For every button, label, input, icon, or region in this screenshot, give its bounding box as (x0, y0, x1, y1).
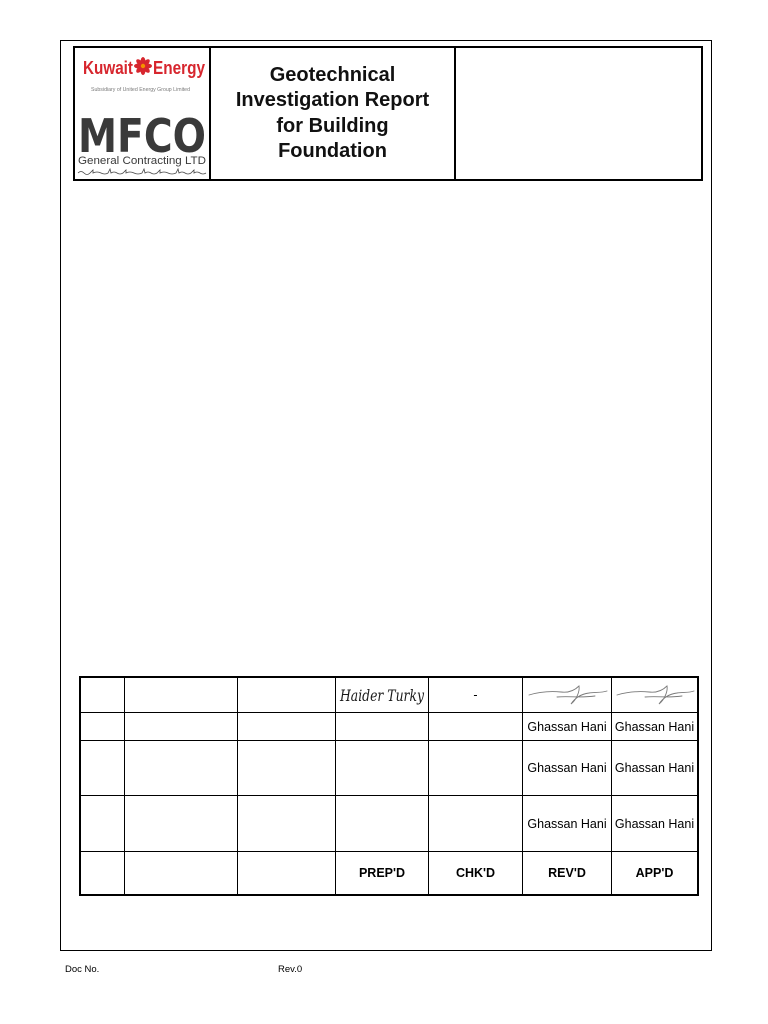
approver-name: Ghassan Hani (612, 741, 697, 796)
approval-table-cell (81, 741, 125, 796)
approval-table-cell (81, 852, 125, 894)
revision-label: Rev.0 (278, 964, 303, 975)
flower-icon (134, 57, 152, 75)
checked-signature-cell: - (429, 678, 523, 713)
reviewed-signature-cell (523, 678, 612, 713)
mfco-logo-name: MFCO (78, 109, 206, 163)
document-title-line: Geotechnical (269, 63, 396, 86)
approved-signature-cell (612, 678, 697, 713)
signature-icon (612, 678, 697, 712)
approver-name: Ghassan Hani (612, 713, 697, 741)
approval-table-cell (238, 678, 336, 713)
approval-table-cell (238, 713, 336, 741)
approval-table-cell (125, 796, 238, 852)
prepared-label: PREP'D (336, 852, 429, 894)
reviewer-name: Ghassan Hani (523, 713, 612, 741)
prepared-signature-cell (336, 678, 429, 713)
handwritten-signature (336, 678, 428, 712)
approval-table-cell (81, 678, 125, 713)
approval-table-cell (336, 713, 429, 741)
reviewer-name: Ghassan Hani (523, 796, 612, 852)
document-title-line: for Building (276, 114, 389, 137)
approval-table-cell (336, 796, 429, 852)
reviewer-name: Ghassan Hani (523, 741, 612, 796)
arabic-tagline-graphic (78, 169, 206, 175)
approval-table-cell (238, 741, 336, 796)
header-right-cell (456, 48, 701, 179)
signature-icon (523, 678, 611, 712)
approval-table-cell (81, 713, 125, 741)
approval-table-cell (429, 713, 523, 741)
reviewed-label: REV'D (523, 852, 612, 894)
handwritten-signature-name: Haider Turky (339, 686, 425, 705)
approval-table-cell (81, 796, 125, 852)
kuwait-energy-tagline: Subsidiary of United Energy Group Limited (91, 87, 191, 93)
checked-label: CHK'D (429, 852, 523, 894)
approval-table-cell (238, 796, 336, 852)
approval-table-cell (125, 741, 238, 796)
approval-table-cell (125, 713, 238, 741)
logo-cell (75, 48, 211, 179)
flower-center (141, 64, 145, 68)
company-logos (75, 48, 209, 179)
document-title-line: Foundation (278, 139, 387, 162)
mfco-logo (78, 109, 206, 175)
header-table (73, 46, 703, 181)
approved-label: APP'D (635, 866, 674, 880)
document-title-line: Investigation Report (235, 89, 430, 112)
approval-table (79, 676, 699, 896)
document-title (211, 48, 456, 179)
approval-table-cell (429, 796, 523, 852)
kuwait-energy-word-left: Kuwait (83, 58, 133, 78)
kuwait-energy-word-right: Energy (153, 58, 205, 78)
approval-table-cell (336, 741, 429, 796)
approval-table-cell (429, 741, 523, 796)
approval-table-cell (125, 678, 238, 713)
kuwait-energy-logo (83, 57, 205, 93)
approval-table-cell (238, 852, 336, 894)
doc-number-label: Doc No. (65, 964, 100, 975)
mfco-logo-subtitle: General Contracting LTD (78, 155, 207, 167)
approval-table-cell (125, 852, 238, 894)
approver-name: Ghassan Hani (612, 796, 697, 852)
